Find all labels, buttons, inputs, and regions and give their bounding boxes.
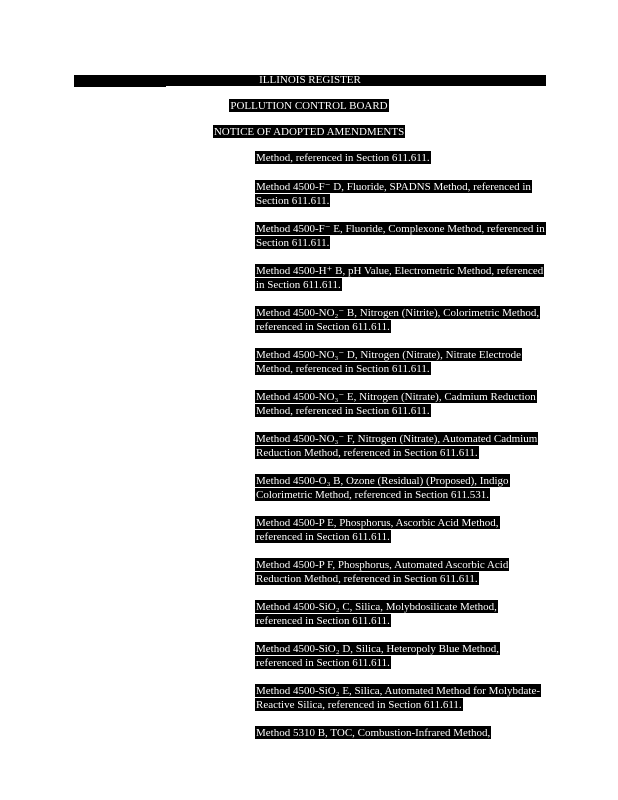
header-rule (74, 86, 166, 87)
method-entries-list (255, 151, 545, 754)
list-item: Method 4500-P F, Phosphorus, Automated Ascorbic Acid Reduction Method, referenced in Section 611.611. (256, 559, 509, 585)
list-item: Method 4500-O₃ B, Ozone (Residual) (Proposed), Indigo Colorimetric Method, referenced in Section 611.531. (256, 475, 509, 501)
board-line (0, 99, 618, 113)
list-item: Method 4500-NO₃⁻ D, Nitrogen (Nitrate), Nitrate Electrode Method, referenced in Section 611.611. (256, 349, 522, 375)
list-item: Method 4500-SiO₂ D, Silica, Heteropoly Blue Method, referenced in Section 611.611. (256, 643, 500, 669)
register-header-band (74, 75, 546, 86)
list-item: Method 4500-F⁻ E, Fluoride, Complexone Method, referenced in Section 611.611. (256, 223, 545, 249)
list-item: Method 4500-P E, Phosphorus, Ascorbic Acid Method, referenced in Section 611.611. (256, 517, 499, 543)
list-item: Method 4500-NO₃⁻ F, Nitrogen (Nitrate), Automated Cadmium Reduction Method, referenced in Section 611.611. (256, 433, 538, 459)
board-name: POLLUTION CONTROL BOARD (230, 100, 388, 112)
list-item: Method 4500-SiO₂ C, Silica, Molybdosilicate Method, referenced in Section 611.611. (256, 601, 497, 627)
list-item: Method 4500-H⁺ B, pH Value, Electrometric Method, referenced in Section 611.611. (256, 265, 544, 291)
list-item: Method 4500-SiO₂ E, Silica, Automated Method for Molybdate-Reactive Silica, referenced in Section 611.611. (256, 685, 540, 711)
list-item: Method 4500-F⁻ D, Fluoride, SPADNS Method, referenced in Section 611.611. (256, 181, 531, 207)
list-item: Method 4500-NO₂⁻ B, Nitrogen (Nitrite), Colorimetric Method, referenced in Section 611.611. (256, 307, 540, 333)
list-item: Method, referenced in Section 611.611. (256, 152, 430, 164)
notice-title: NOTICE OF ADOPTED AMENDMENTS (213, 126, 405, 138)
notice-line (0, 125, 618, 139)
register-title: ILLINOIS REGISTER (259, 74, 361, 86)
list-item: Method 5310 B, TOC, Combustion-Infrared Method, (256, 727, 491, 739)
list-item: Method 4500-NO₃⁻ E, Nitrogen (Nitrate), Cadmium Reduction Method, referenced in Section 611.611. (256, 391, 536, 417)
